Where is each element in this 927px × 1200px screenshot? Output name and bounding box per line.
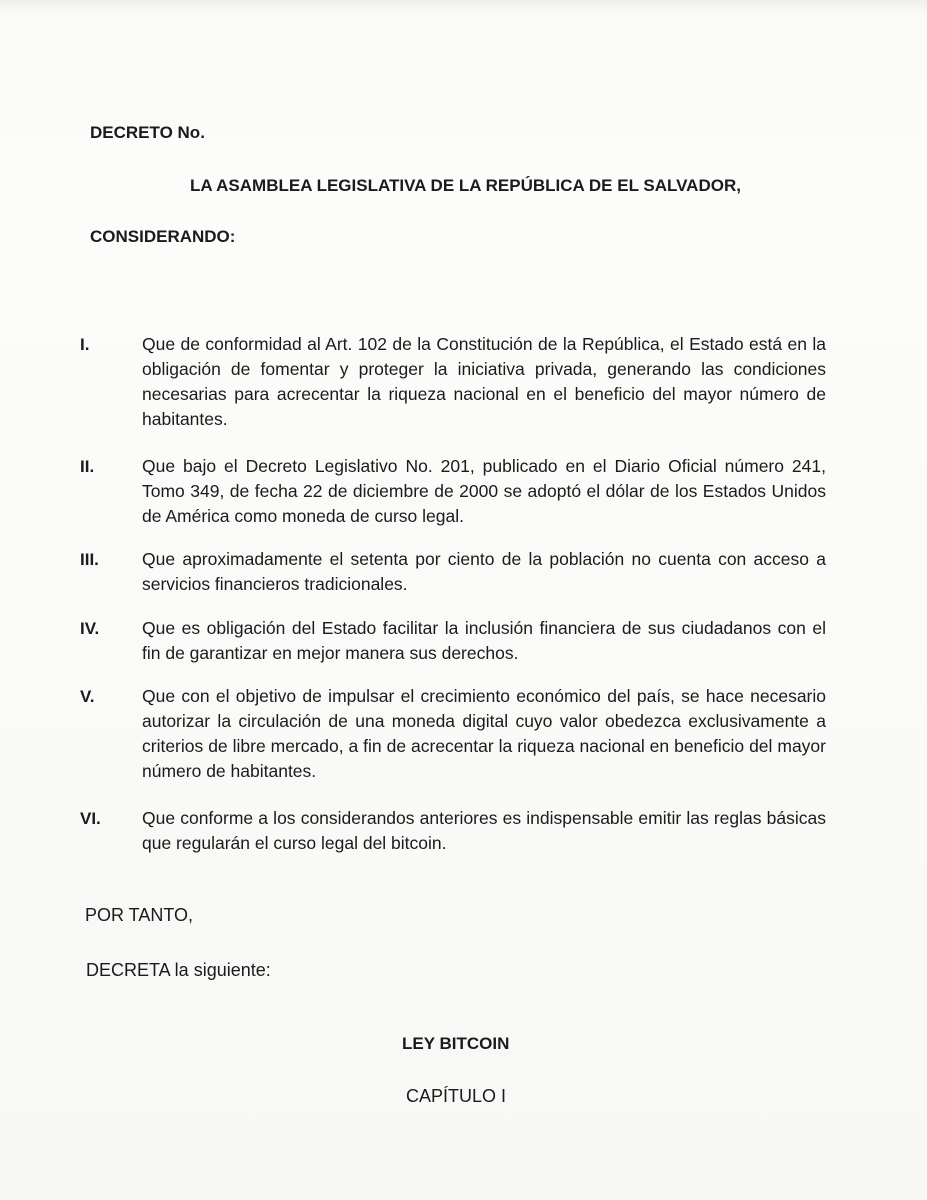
chapter-heading: CAPÍTULO I [406, 1086, 507, 1106]
considerando-number: IV. [80, 619, 100, 638]
assembly-heading: LA ASAMBLEA LEGISLATIVA DE LA REPÚBLICA DE EL SALVADOR, [190, 176, 741, 195]
considerando-text: Que es obligación del Estado facilitar la inclusión financiera de sus ciudadanos con el fin de garantizar en mejor manera sus derechos. [142, 618, 826, 663]
considerando-text: Que aproximadamente el setenta por ciento de la población no cuenta con acceso a servicios financieros tradicionales. [142, 549, 826, 594]
considerando-number: VI. [80, 809, 101, 828]
decreta-text: DECRETA la siguiente: [86, 960, 271, 980]
considerando-number: V. [80, 687, 95, 706]
considerando-number: I. [80, 335, 90, 354]
law-title: LEY BITCOIN [402, 1034, 510, 1053]
decree-number-heading: DECRETO No. [90, 123, 205, 142]
considerando-text: Que de conformidad al Art. 102 de la Constitución de la República, el Estado está en la obligación de fomentar y proteger la iniciativa privada, generando las condiciones necesarias para acrecentar la riqueza nacional en el beneficio del mayor número de habitantes. [142, 334, 826, 429]
considerando-heading: CONSIDERANDO: [90, 227, 236, 246]
considerando-number: II. [80, 457, 95, 476]
considerando-text: Que conforme a los considerandos anteriores es indispensable emitir las reglas básicas que regularán el curso legal del bitcoin. [142, 808, 826, 853]
considerando-text: Que con el objetivo de impulsar el crecimiento económico del país, se hace necesario autorizar la circulación de una moneda digital cuyo valor obedezca exclusivamente a criterios de libre mercado, a fin de acrecentar la riqueza nacional en beneficio del mayor número de habitantes. [142, 686, 826, 781]
por-tanto-text: POR TANTO, [85, 905, 194, 925]
considerando-number: III. [80, 550, 99, 569]
considerando-text: Que bajo el Decreto Legislativo No. 201, publicado en el Diario Oficial número 241, Tomo 349, de fecha 22 de diciembre de 2000 se adoptó el dólar de los Estados Unidos de América como moneda de curso legal. [142, 456, 826, 526]
